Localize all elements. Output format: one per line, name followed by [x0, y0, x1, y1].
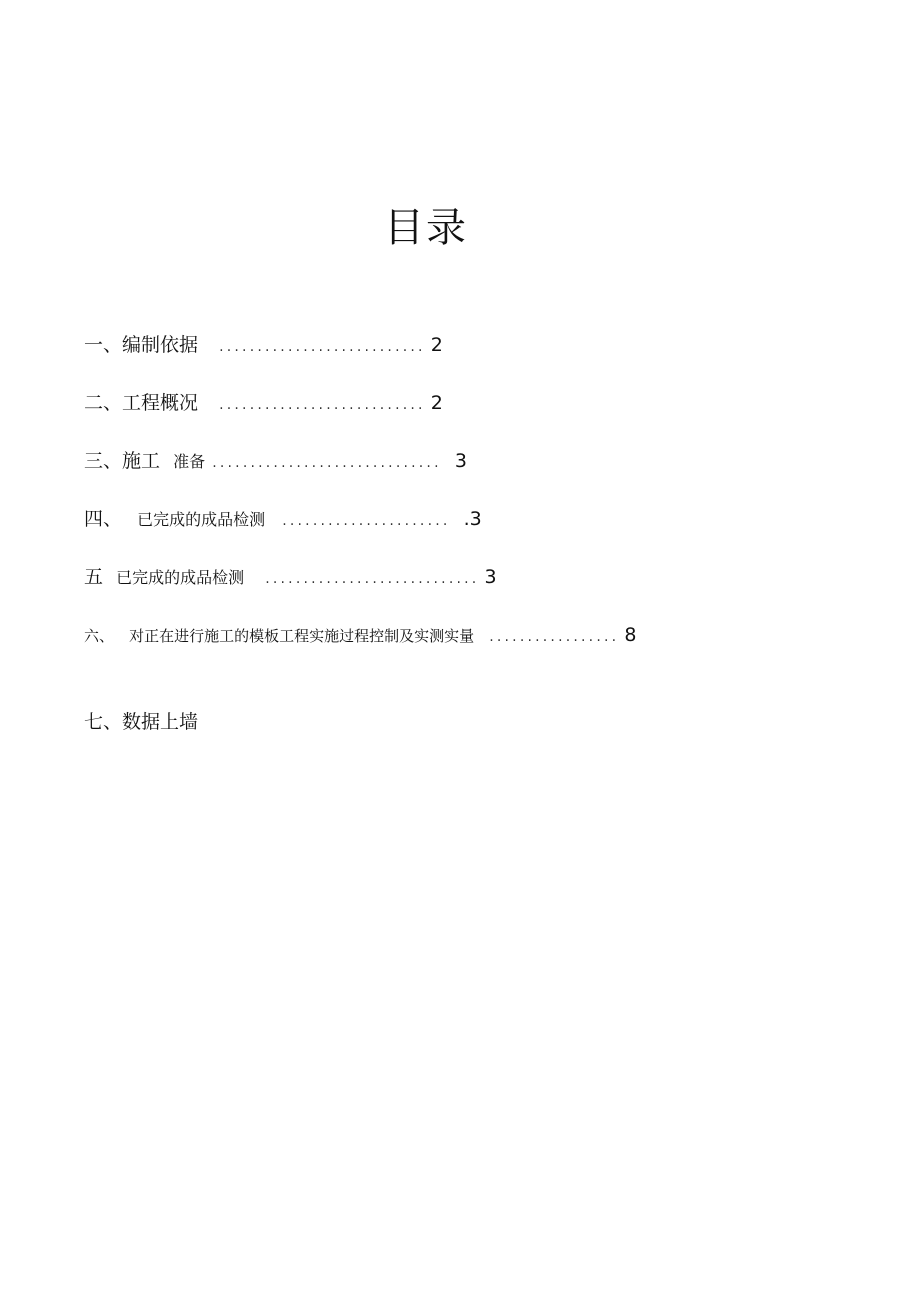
- toc-entry-label: 一、编制依据: [84, 334, 199, 356]
- toc-page-number: 3: [454, 450, 467, 472]
- toc-leader-dots: ......................: [282, 513, 451, 529]
- toc-leader-dots: ..............................: [212, 455, 442, 471]
- toc-leader-dots: .................: [489, 629, 620, 645]
- toc-entry-sublabel: 准备: [173, 452, 206, 471]
- toc-entry-label: 二、工程概况: [84, 392, 199, 414]
- toc-page-number: 8: [624, 624, 637, 646]
- toc-leader-dots: ............................: [265, 571, 480, 587]
- toc-entry-label: 三、施工: [84, 450, 161, 472]
- toc-page-number: .3: [463, 508, 482, 530]
- toc-entry-6[interactable]: [84, 622, 636, 650]
- toc-entry-5[interactable]: [84, 564, 497, 592]
- toc-entry-label: 五: [84, 566, 104, 588]
- page-title: 目录: [384, 205, 468, 251]
- toc-entry-sublabel: 已完成的成品检测: [116, 568, 245, 587]
- toc-entry-sublabel: 已完成的成品检测: [137, 510, 266, 529]
- toc-page-number: 3: [484, 566, 497, 588]
- toc-leader-dots: ...........................: [219, 339, 426, 355]
- toc-entry-label: 六、: [84, 627, 115, 645]
- toc-entry-2[interactable]: [84, 390, 443, 418]
- toc-entry-4[interactable]: [84, 506, 482, 534]
- toc-leader-dots: ...........................: [219, 397, 426, 413]
- toc-page-number: 2: [430, 334, 443, 356]
- toc-entry-3[interactable]: [84, 448, 467, 476]
- toc-entry-sublabel: 对正在进行施工的模板工程实施过程控制及实测实量: [129, 627, 475, 645]
- toc-entry-label: 四、: [84, 508, 123, 530]
- toc-page-number: 2: [430, 392, 443, 414]
- toc-entry-1[interactable]: [84, 332, 443, 360]
- toc-entry-7[interactable]: [84, 709, 198, 736]
- toc-entry-label: 七、数据上墙: [84, 711, 199, 733]
